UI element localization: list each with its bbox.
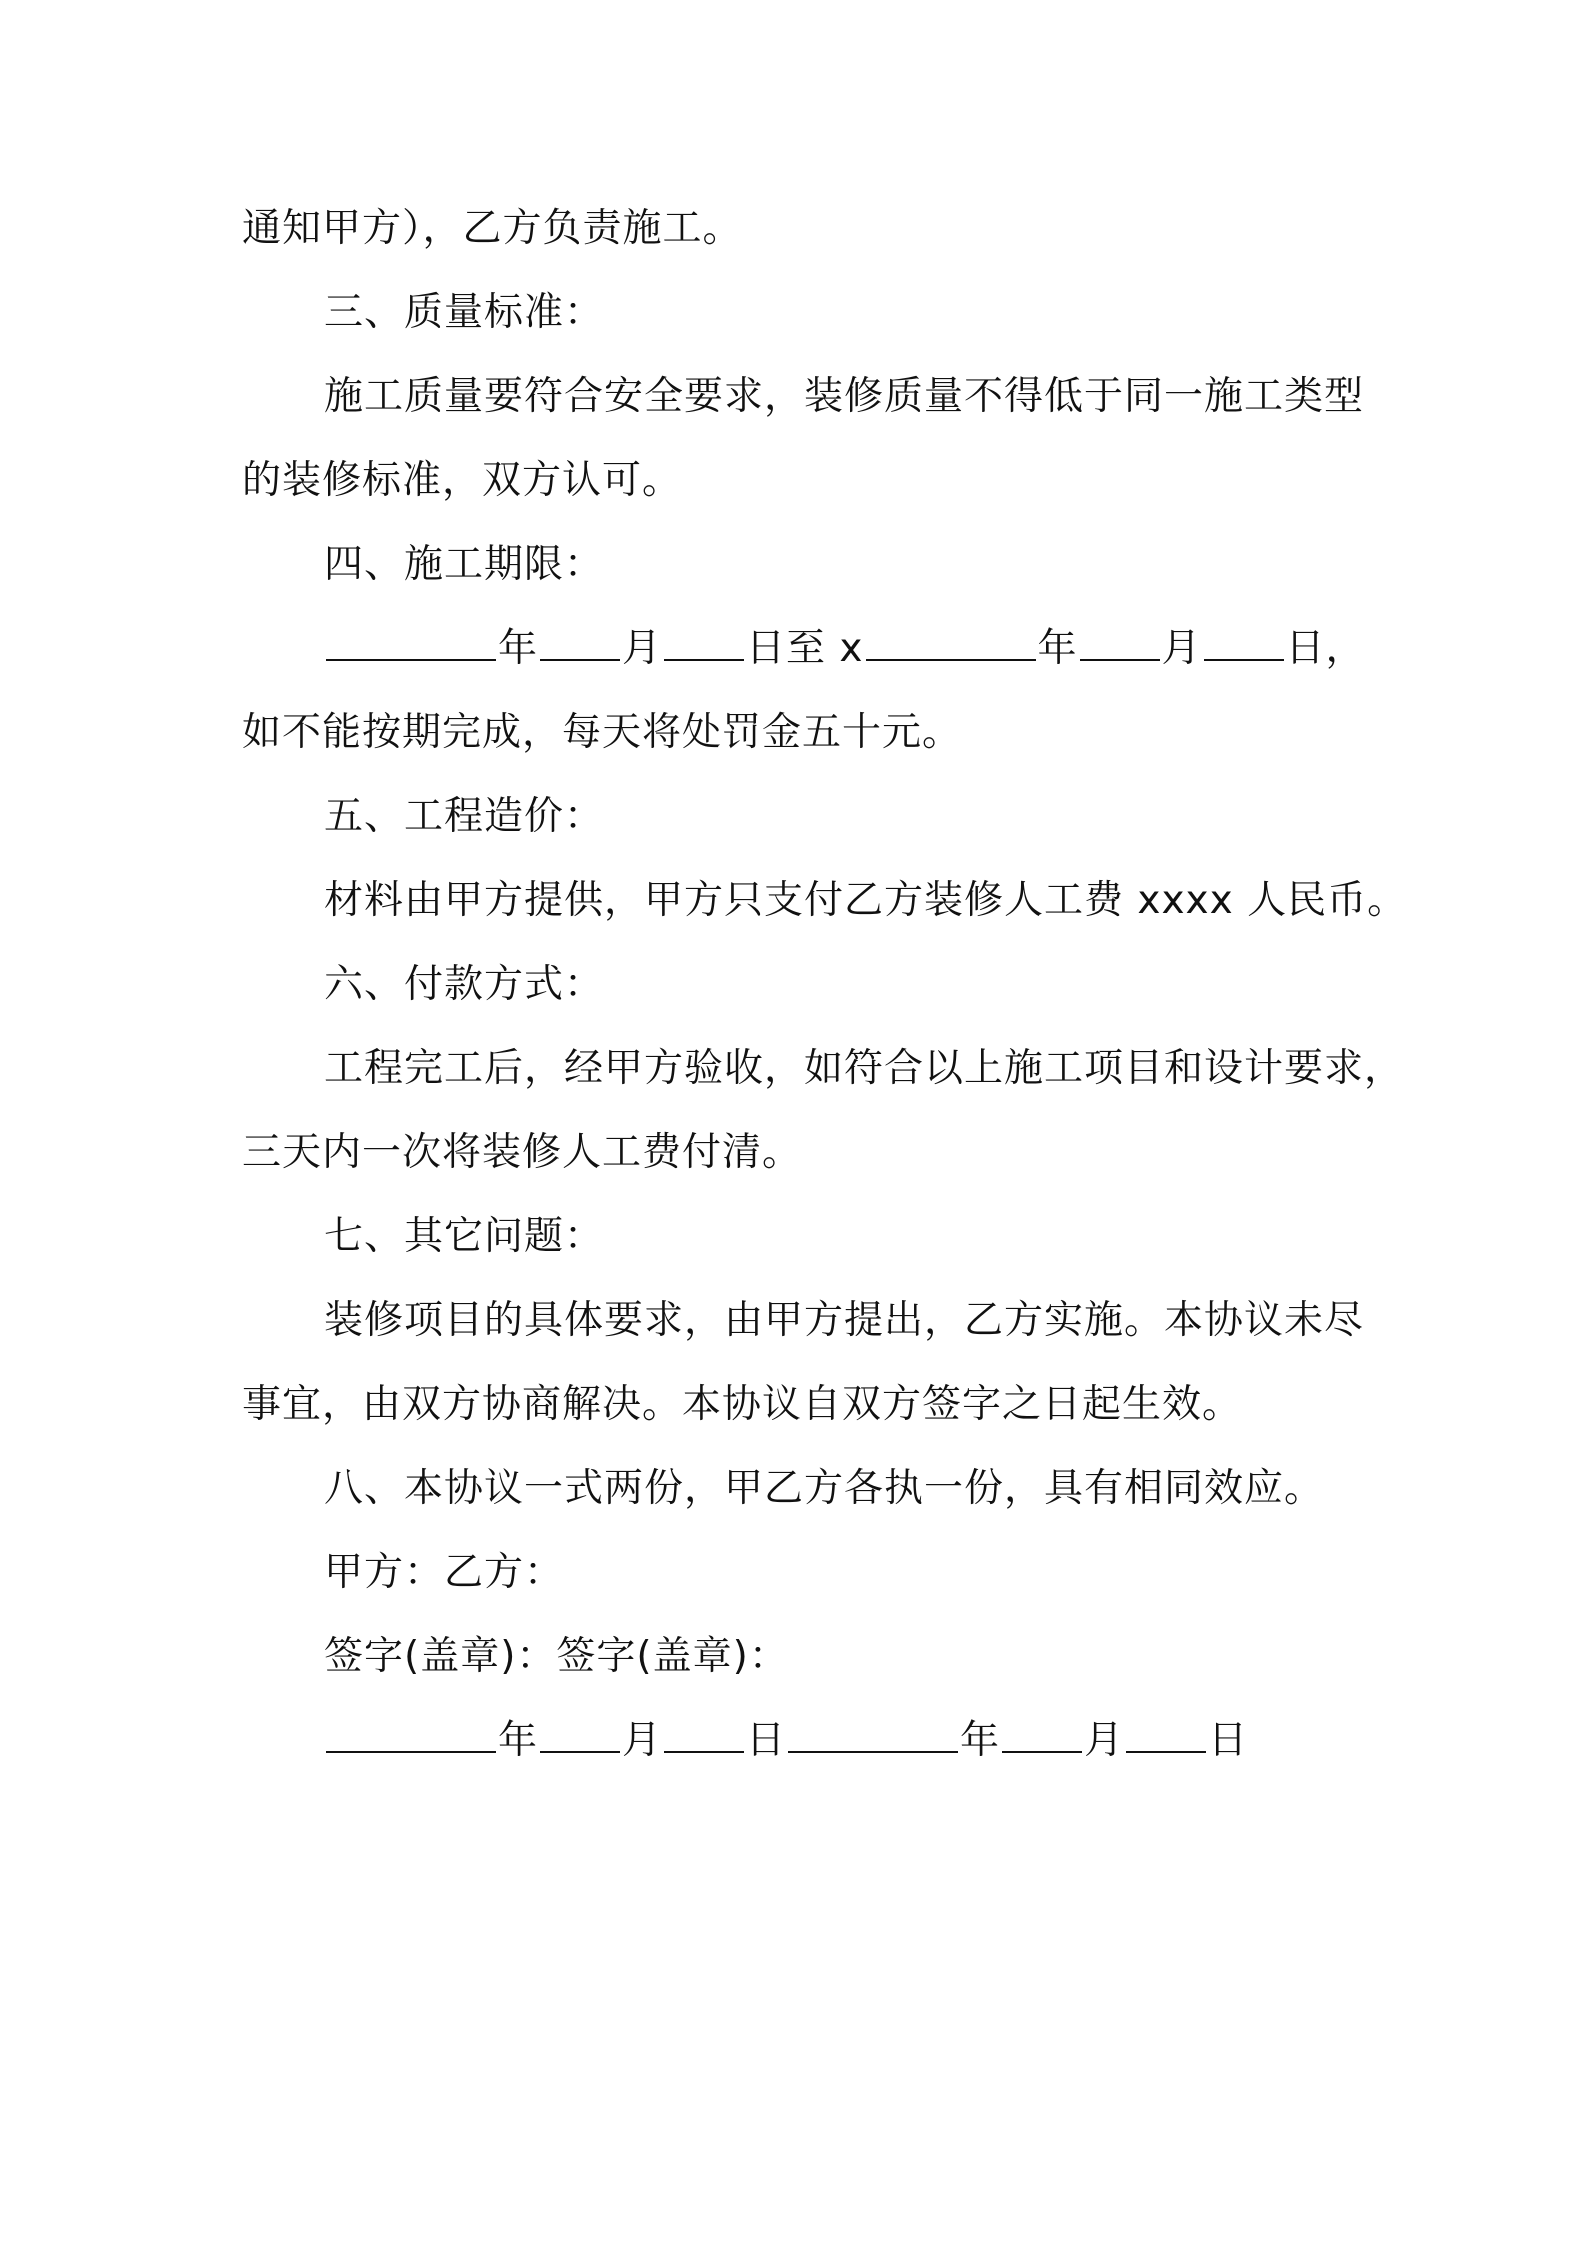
end-day-blank[interactable] xyxy=(1204,629,1284,661)
text-line: 工程完工后，经甲方验收，如符合以上施工项目和设计要求， xyxy=(324,1046,1405,1091)
year-label: 年 xyxy=(498,626,539,671)
text-line: 事宜，由双方协商解决。本协议自双方签字之日起生效。 xyxy=(242,1382,1243,1427)
signature-date-line xyxy=(324,1715,1444,1767)
end-year-label: 年 xyxy=(1037,626,1078,671)
section-heading-other: 七、其它问题： xyxy=(324,1214,605,1259)
year-blank-2[interactable] xyxy=(788,1721,958,1753)
end-month-label: 月 xyxy=(1161,626,1202,671)
month-label: 月 xyxy=(622,1718,663,1763)
text-line: 材料由甲方提供，甲方只支付乙方装修人工费 xxxx 人民币。 xyxy=(324,878,1408,923)
section-heading-cost: 五、工程造价： xyxy=(324,794,605,839)
month-blank[interactable] xyxy=(540,1721,620,1753)
day-to-label: 日至 x xyxy=(746,626,864,671)
text-line: 通知甲方），乙方负责施工。 xyxy=(242,206,743,251)
text-line: 八、本协议一式两份，甲乙方各执一份，具有相同效应。 xyxy=(324,1466,1325,1511)
month-blank-2[interactable] xyxy=(1002,1721,1082,1753)
text-line: 施工质量要符合安全要求，装修质量不得低于同一施工类型 xyxy=(324,374,1365,419)
section-heading-period: 四、施工期限： xyxy=(324,542,605,587)
end-month-blank[interactable] xyxy=(1080,629,1160,661)
day-blank[interactable] xyxy=(664,1721,744,1753)
month-label: 月 xyxy=(622,626,663,671)
text-line: 的装修标准，双方认可。 xyxy=(242,458,683,503)
day-label-2: 日 xyxy=(1208,1718,1249,1763)
end-year-blank[interactable] xyxy=(866,629,1036,661)
year-blank[interactable] xyxy=(326,629,496,661)
text-line: 如不能按期完成，每天将处罚金五十元。 xyxy=(242,710,963,755)
period-date-line xyxy=(324,623,1444,675)
section-heading-quality: 三、质量标准： xyxy=(324,290,605,335)
year-label-2: 年 xyxy=(960,1718,1001,1763)
day-label: 日 xyxy=(746,1718,787,1763)
year-label: 年 xyxy=(498,1718,539,1763)
month-label-2: 月 xyxy=(1084,1718,1125,1763)
day-blank-2[interactable] xyxy=(1126,1721,1206,1753)
section-heading-payment: 六、付款方式： xyxy=(324,962,605,1007)
year-blank[interactable] xyxy=(326,1721,496,1753)
party-labels: 甲方：乙方： xyxy=(324,1550,565,1595)
signature-labels: 签字(盖章)：签字(盖章)： xyxy=(324,1634,789,1679)
month-blank[interactable] xyxy=(540,629,620,661)
text-line: 装修项目的具体要求，由甲方提出，乙方实施。本协议未尽 xyxy=(324,1298,1365,1343)
text-line: 三天内一次将装修人工费付清。 xyxy=(242,1130,803,1175)
end-day-label: 日， xyxy=(1285,626,1366,671)
day-blank[interactable] xyxy=(664,629,744,661)
